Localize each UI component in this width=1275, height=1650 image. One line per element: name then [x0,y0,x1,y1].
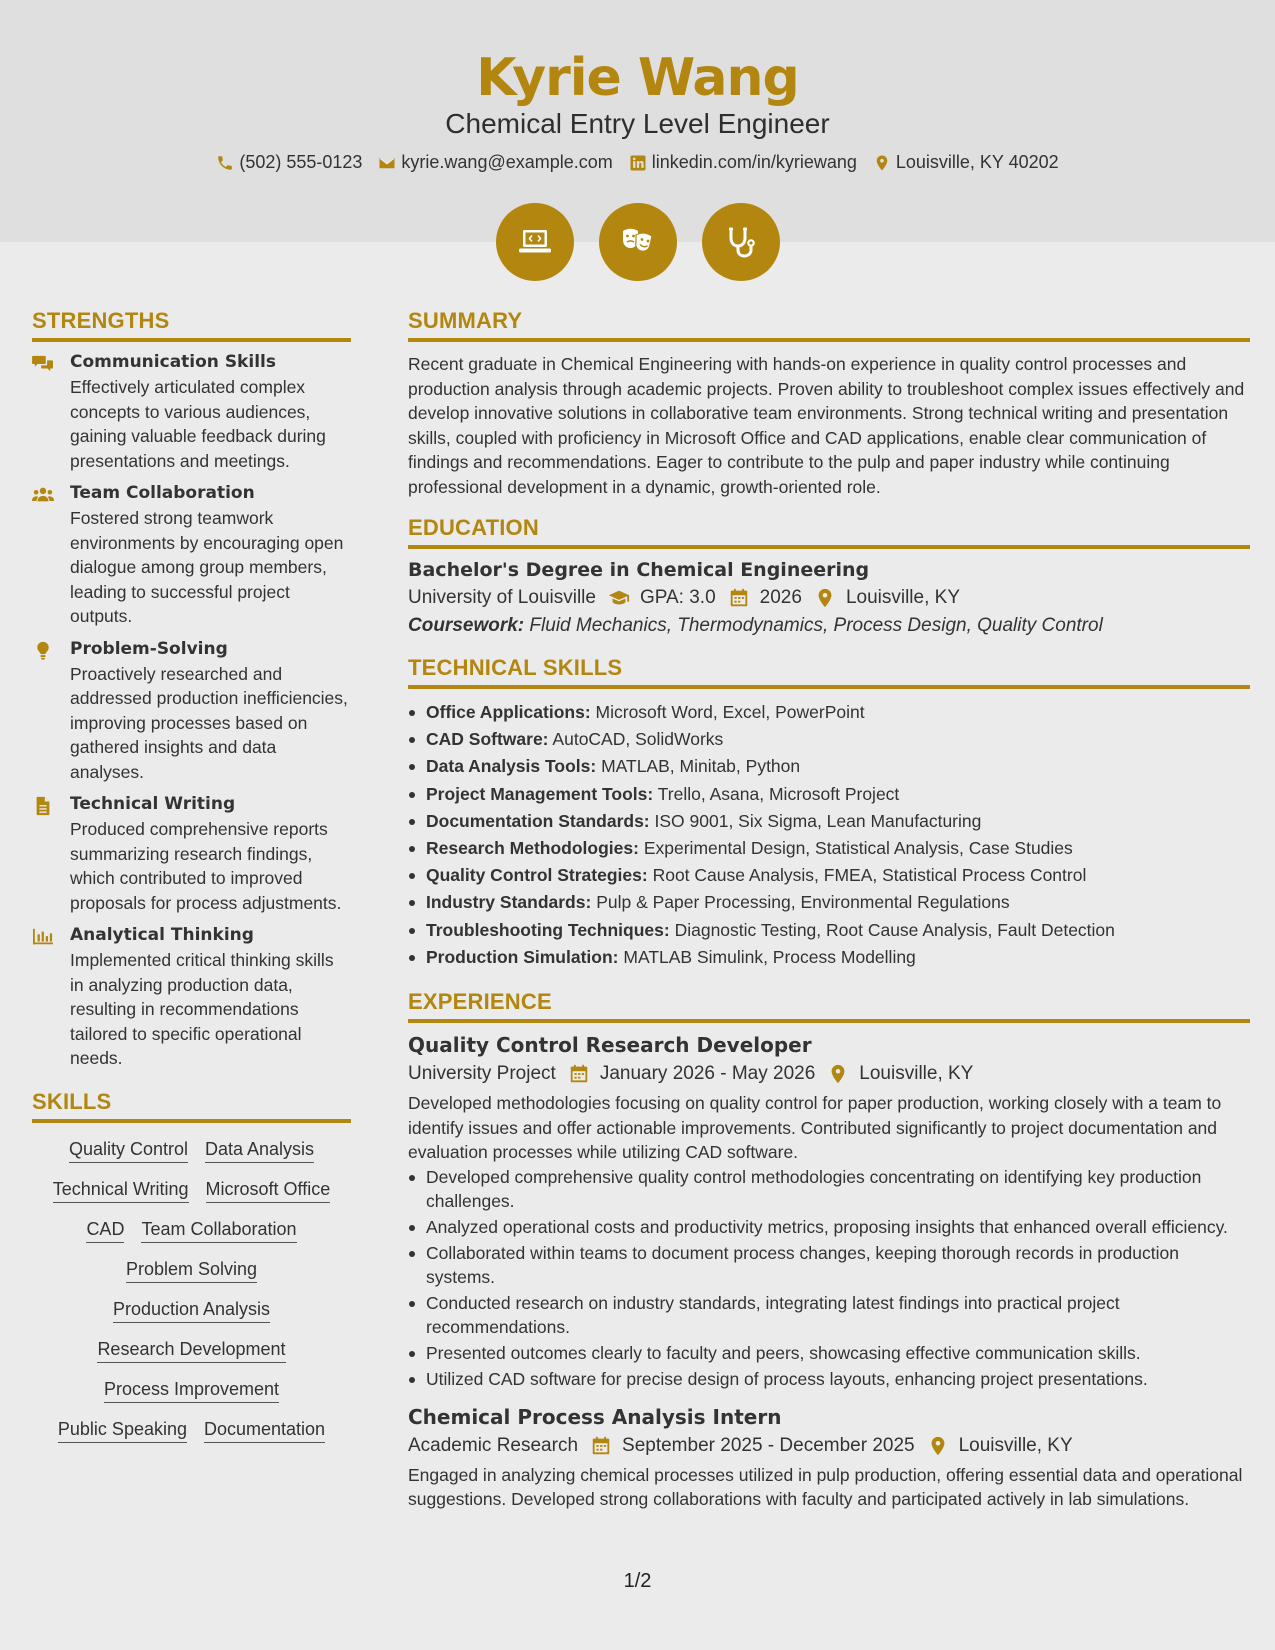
strengths-heading: STRENGTHS [32,308,351,342]
dates-text: January 2026 - May 2026 [599,1063,816,1085]
envelope-icon [378,154,396,172]
list-item: Presented outcomes clearly to faculty and peers, showcasing effective communication skills. [408,1341,1250,1365]
job-dates [590,1435,915,1457]
year-text: 2026 [759,587,802,608]
skill-chip: Technical Writing [53,1179,189,1203]
list-item: Analyzed operational costs and productivity metrics, proposing insights that enhanced overall efficiency. [408,1215,1250,1239]
summary-heading: SUMMARY [408,308,1250,342]
skill-chip: Problem Solving [126,1259,257,1283]
location-text: Louisville, KY [845,587,960,608]
skill-chip: Process Improvement [104,1379,279,1403]
list-item: Research Methodologies: Experimental Design, Statistical Analysis, Case Studies [408,835,1250,862]
skills-list [32,1133,351,1443]
skill-chip: Documentation [204,1419,325,1443]
map-marker-icon [927,1435,949,1457]
job-dates [568,1063,815,1085]
skills-heading: SKILLS [32,1089,351,1123]
page-number: 1/2 [623,1570,652,1592]
interest-badges [0,203,1275,281]
skill-chip: Quality Control [69,1139,188,1163]
strength-description: Effectively articulated complex concepts to various audiences, gaining valuable feedback during presentations and meetings. [70,377,326,471]
skill-chip: Microsoft Office [206,1179,331,1203]
file-icon [32,796,54,816]
job-org: University Project [408,1063,556,1085]
list-item: Troubleshooting Techniques: Diagnostic Testing, Root Cause Analysis, Fault Detection [408,917,1250,944]
candidate-title: Chemical Entry Level Engineer [445,108,830,139]
job-location [827,1063,973,1085]
map-marker-icon [873,154,891,172]
users-icon [32,485,54,505]
job-title: Quality Control Research Developer [408,1033,812,1058]
job-bullets [408,1165,1250,1391]
dates-text: September 2025 - December 2025 [622,1434,915,1456]
comments-icon [32,354,54,374]
stethoscope-badge [702,203,780,281]
skill-chip: Data Analysis [205,1139,314,1163]
contact-location [873,152,1059,173]
strength-title: Technical Writing [70,794,236,814]
location-text: Louisville, KY [958,1434,1073,1456]
laptop-code-badge [496,203,574,281]
coursework-label: Coursework: [408,615,525,636]
calendar-icon [590,1435,612,1457]
skill-chip: Research Development [97,1339,285,1363]
strength-title: Analytical Thinking [70,925,254,945]
theater-masks-badge [599,203,677,281]
phone-text: (502) 555-0123 [239,152,363,172]
list-item: Production Simulation: MATLAB Simulink, Process Modelling [408,944,1250,971]
job-location [927,1435,1073,1457]
strength-description: Produced comprehensive reports summarizing research findings, which contributed to improved proposals for process adjustments. [70,819,342,913]
right-column [408,308,1250,1512]
experience-heading: EXPERIENCE [408,989,1250,1023]
list-item: Office Applications: Microsoft Word, Excel, PowerPoint [408,699,1250,726]
list-item: Collaborated within teams to document process changes, keeping thorough records in production systems. [408,1241,1250,1289]
skill-chip: Public Speaking [58,1419,187,1443]
location-text: Louisville, KY 40202 [895,152,1059,172]
location-text: Louisville, KY [859,1063,974,1085]
chart-bar-icon [32,927,54,947]
job-org: Academic Research [408,1434,579,1456]
calendar-icon [568,1063,590,1085]
contact-phone [216,152,362,173]
map-marker-icon [814,587,836,609]
laptop-code-icon [515,222,555,262]
contact-row [0,152,1275,173]
skill-chip: Team Collaboration [141,1219,296,1243]
education-heading: EDUCATION [408,515,1250,549]
job-description: Developed methodologies focusing on quality control for paper production, working closely with a team to identify issues and offer actionable improvements. Contributed significantly to project documentation and evaluation processes while utilizing CAD software. [408,1093,1222,1163]
list-item: Quality Control Strategies: Root Cause Analysis, FMEA, Statistical Process Control [408,862,1250,889]
candidate-name: Kyrie Wang [476,48,799,108]
gpa [608,587,716,609]
strength-item [32,794,351,915]
list-item: Project Management Tools: Trello, Asana, Microsoft Project [408,781,1250,808]
strength-title: Problem-Solving [70,638,228,659]
summary-text: Recent graduate in Chemical Engineering with hands-on experience in quality control processes and production analysis through academic projects. Proven ability to troubleshoot complex issues effectively and develop innovative solutions in collaborative team environments. Strong technical writing and presentation skills, coupled with proficiency in Microsoft Office and CAD applications, enable clear communication of findings and recommendations. Eager to contribute to the pulp and paper industry while continuing professional development in a dynamic, growth-oriented role. [408,354,1245,497]
skill-chip: Production Analysis [113,1299,270,1323]
strength-item [32,925,351,1071]
technical-skills-heading: TECHNICAL SKILLS [408,655,1250,689]
skill-chip: CAD [86,1219,124,1243]
gpa-text: GPA: 3.0 [639,587,716,608]
strength-title: Communication Skills [70,352,276,372]
email-text[interactable]: kyrie.wang@example.com [401,152,613,172]
graduation-cap-icon [608,587,630,609]
calendar-icon [728,587,750,609]
lightbulb-icon [32,641,54,661]
job-meta [408,1063,1250,1085]
education-meta [408,587,1250,609]
technical-skills-list [408,699,1250,971]
phone-icon [216,154,234,172]
strength-item [32,483,351,629]
linkedin-icon [629,154,647,172]
strength-item [32,639,351,785]
job-description: Engaged in analyzing chemical processes utilized in pulp production, offering essential data and operational suggestions. Developed strong collaborations with faculty and participated actively in lab simulations. [408,1464,1243,1510]
graduation-year [728,587,802,609]
coursework-list: Fluid Mechanics, Thermodynamics, Process Design, Quality Control [529,615,1103,636]
strength-item [32,352,351,473]
strength-description: Fostered strong teamwork environments by encouraging open dialogue among group members, leading to successful project outputs. [70,508,344,626]
contact-linkedin[interactable] [629,152,857,173]
linkedin-text[interactable]: linkedin.com/in/kyriewang [651,152,857,172]
list-item: Conducted research on industry standards, integrating latest findings into practical project recommendations. [408,1291,1250,1339]
job-meta [408,1435,1250,1457]
education-location [814,587,960,609]
list-item: Documentation Standards: ISO 9001, Six Sigma, Lean Manufacturing [408,808,1250,835]
strength-title: Team Collaboration [70,483,255,503]
school-name: University of Louisville [408,587,596,608]
coursework [408,615,1250,637]
job-title: Chemical Process Analysis Intern [408,1404,782,1429]
list-item: CAD Software: AutoCAD, SolidWorks [408,726,1250,753]
list-item: Developed comprehensive quality control methodologies concentrating on identifying key production challenges. [408,1165,1250,1213]
map-marker-icon [827,1063,849,1085]
degree-title: Bachelor's Degree in Chemical Engineering [408,559,870,581]
list-item: Data Analysis Tools: MATLAB, Minitab, Python [408,753,1250,780]
contact-email[interactable] [378,152,612,173]
list-item: Utilized CAD software for precise design of process layouts, enhancing project presentations. [408,1367,1250,1391]
strength-description: Proactively researched and addressed production inefficiencies, improving processes based on gathered insights and data analyses. [70,663,348,782]
theater-masks-icon [618,222,658,262]
left-column [32,308,351,1443]
list-item: Industry Standards: Pulp & Paper Processing, Environmental Regulations [408,889,1250,916]
strength-description: Implemented critical thinking skills in analyzing production data, resulting in recommendations tailored to specific operational needs. [70,950,334,1068]
stethoscope-icon [721,222,761,262]
